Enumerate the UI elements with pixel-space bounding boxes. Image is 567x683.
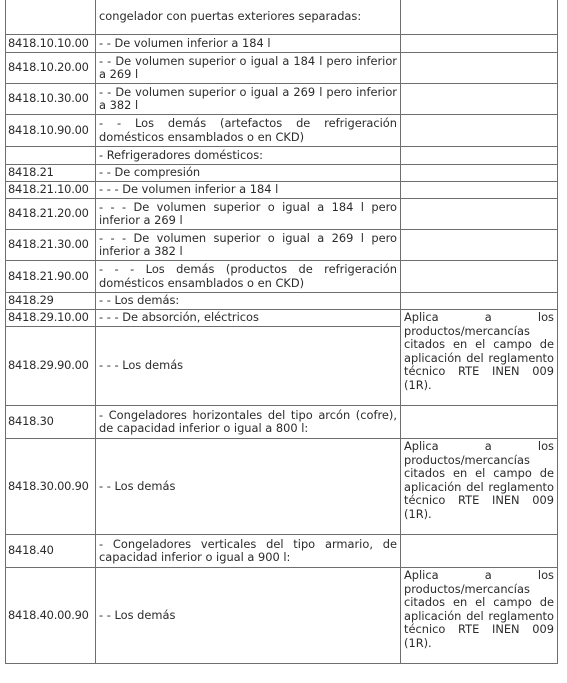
table-row bbox=[6, 115, 558, 147]
tariff-description: - - De volumen superior o igual a 269 l pero inferior a 382 l bbox=[96, 84, 401, 115]
table-row bbox=[6, 84, 558, 115]
tariff-description: congelador con puertas exteriores separadas: bbox=[96, 0, 401, 35]
tariff-description: - - De volumen inferior a 184 l bbox=[96, 35, 401, 53]
table-row bbox=[6, 165, 558, 182]
table-row bbox=[6, 182, 558, 199]
tariff-code: 8418.21.90.00 bbox=[6, 261, 96, 293]
tariff-description: - - De compresión bbox=[96, 165, 401, 182]
tariff-code bbox=[6, 147, 96, 165]
tariff-code bbox=[6, 0, 96, 35]
tariff-description: - - Los demás (artefactos de refrigeración domésticos ensamblados o en CKD) bbox=[96, 115, 401, 147]
tariff-description: - Congeladores horizontales del tipo arcón (cofre), de capacidad inferior o igual a 800 l: bbox=[96, 406, 401, 439]
tariff-code: 8418.30 bbox=[6, 406, 96, 439]
tariff-code: 8418.10.10.00 bbox=[6, 35, 96, 53]
table-row bbox=[6, 147, 558, 165]
tariff-description: - - - Los demás (productos de refrigeración domésticos ensamblados o en CKD) bbox=[96, 261, 401, 293]
tariff-note bbox=[401, 147, 558, 165]
tariff-note bbox=[401, 406, 558, 439]
tariff-code: 8418.29.90.00 bbox=[6, 327, 96, 406]
tariff-description: - Refrigeradores domésticos: bbox=[96, 147, 401, 165]
table-row bbox=[6, 230, 558, 261]
tariff-code: 8418.40.00.90 bbox=[6, 568, 96, 664]
tariff-note bbox=[401, 84, 558, 115]
tariff-note bbox=[401, 535, 558, 568]
tariff-code: 8418.21 bbox=[6, 165, 96, 182]
tariff-note bbox=[401, 35, 558, 53]
table-row bbox=[6, 53, 558, 84]
tariff-description: - - Los demás bbox=[96, 568, 401, 664]
table-row bbox=[6, 310, 558, 327]
tariff-code: 8418.10.20.00 bbox=[6, 53, 96, 84]
tariff-note: Aplica a los productos/mercancías citados en el campo de aplicación del reglamento técnico RTE INEN 009 (1R). bbox=[401, 568, 558, 664]
tariff-code: 8418.30.00.90 bbox=[6, 439, 96, 535]
tariff-code: 8418.40 bbox=[6, 535, 96, 568]
tariff-note bbox=[401, 199, 558, 230]
tariff-note bbox=[401, 115, 558, 147]
tariff-code: 8418.29.10.00 bbox=[6, 310, 96, 327]
tariff-note bbox=[401, 293, 558, 310]
table-row bbox=[6, 293, 558, 310]
tariff-description: - - - De volumen superior o igual a 184 l pero inferior a 269 l bbox=[96, 199, 401, 230]
table-row bbox=[6, 568, 558, 664]
tariff-description: - - - De volumen inferior a 184 l bbox=[96, 182, 401, 199]
tariff-table bbox=[5, 0, 558, 664]
tariff-description: - - - De absorción, eléctricos bbox=[96, 310, 401, 327]
tariff-code: 8418.29 bbox=[6, 293, 96, 310]
table-row bbox=[6, 535, 558, 568]
table-row bbox=[6, 261, 558, 293]
tariff-description: - - Los demás: bbox=[96, 293, 401, 310]
tariff-note: Aplica a los productos/mercancías citados en el campo de aplicación del reglamento técnico RTE INEN 009 (1R). bbox=[401, 439, 558, 535]
tariff-note bbox=[401, 165, 558, 182]
tariff-description: - - Los demás bbox=[96, 439, 401, 535]
tariff-note bbox=[401, 53, 558, 84]
tariff-code: 8418.10.30.00 bbox=[6, 84, 96, 115]
tariff-note bbox=[401, 261, 558, 293]
table-row bbox=[6, 199, 558, 230]
tariff-note: Aplica a los productos/mercancías citados en el campo de aplicación del reglamento técnico RTE INEN 009 (1R). bbox=[401, 310, 558, 406]
table-row bbox=[6, 406, 558, 439]
tariff-note bbox=[401, 230, 558, 261]
table-row bbox=[6, 35, 558, 53]
table-row bbox=[6, 0, 558, 35]
tariff-note bbox=[401, 182, 558, 199]
tariff-code: 8418.10.90.00 bbox=[6, 115, 96, 147]
tariff-code: 8418.21.30.00 bbox=[6, 230, 96, 261]
tariff-description: - - - De volumen superior o igual a 269 l pero inferior a 382 l bbox=[96, 230, 401, 261]
tariff-code: 8418.21.20.00 bbox=[6, 199, 96, 230]
tariff-description: - - De volumen superior o igual a 184 l pero inferior a 269 l bbox=[96, 53, 401, 84]
tariff-note bbox=[401, 0, 558, 35]
tariff-description: - - - Los demás bbox=[96, 327, 401, 406]
tariff-description: - Congeladores verticales del tipo armario, de capacidad inferior o igual a 900 l: bbox=[96, 535, 401, 568]
table-row bbox=[6, 439, 558, 535]
tariff-code: 8418.21.10.00 bbox=[6, 182, 96, 199]
